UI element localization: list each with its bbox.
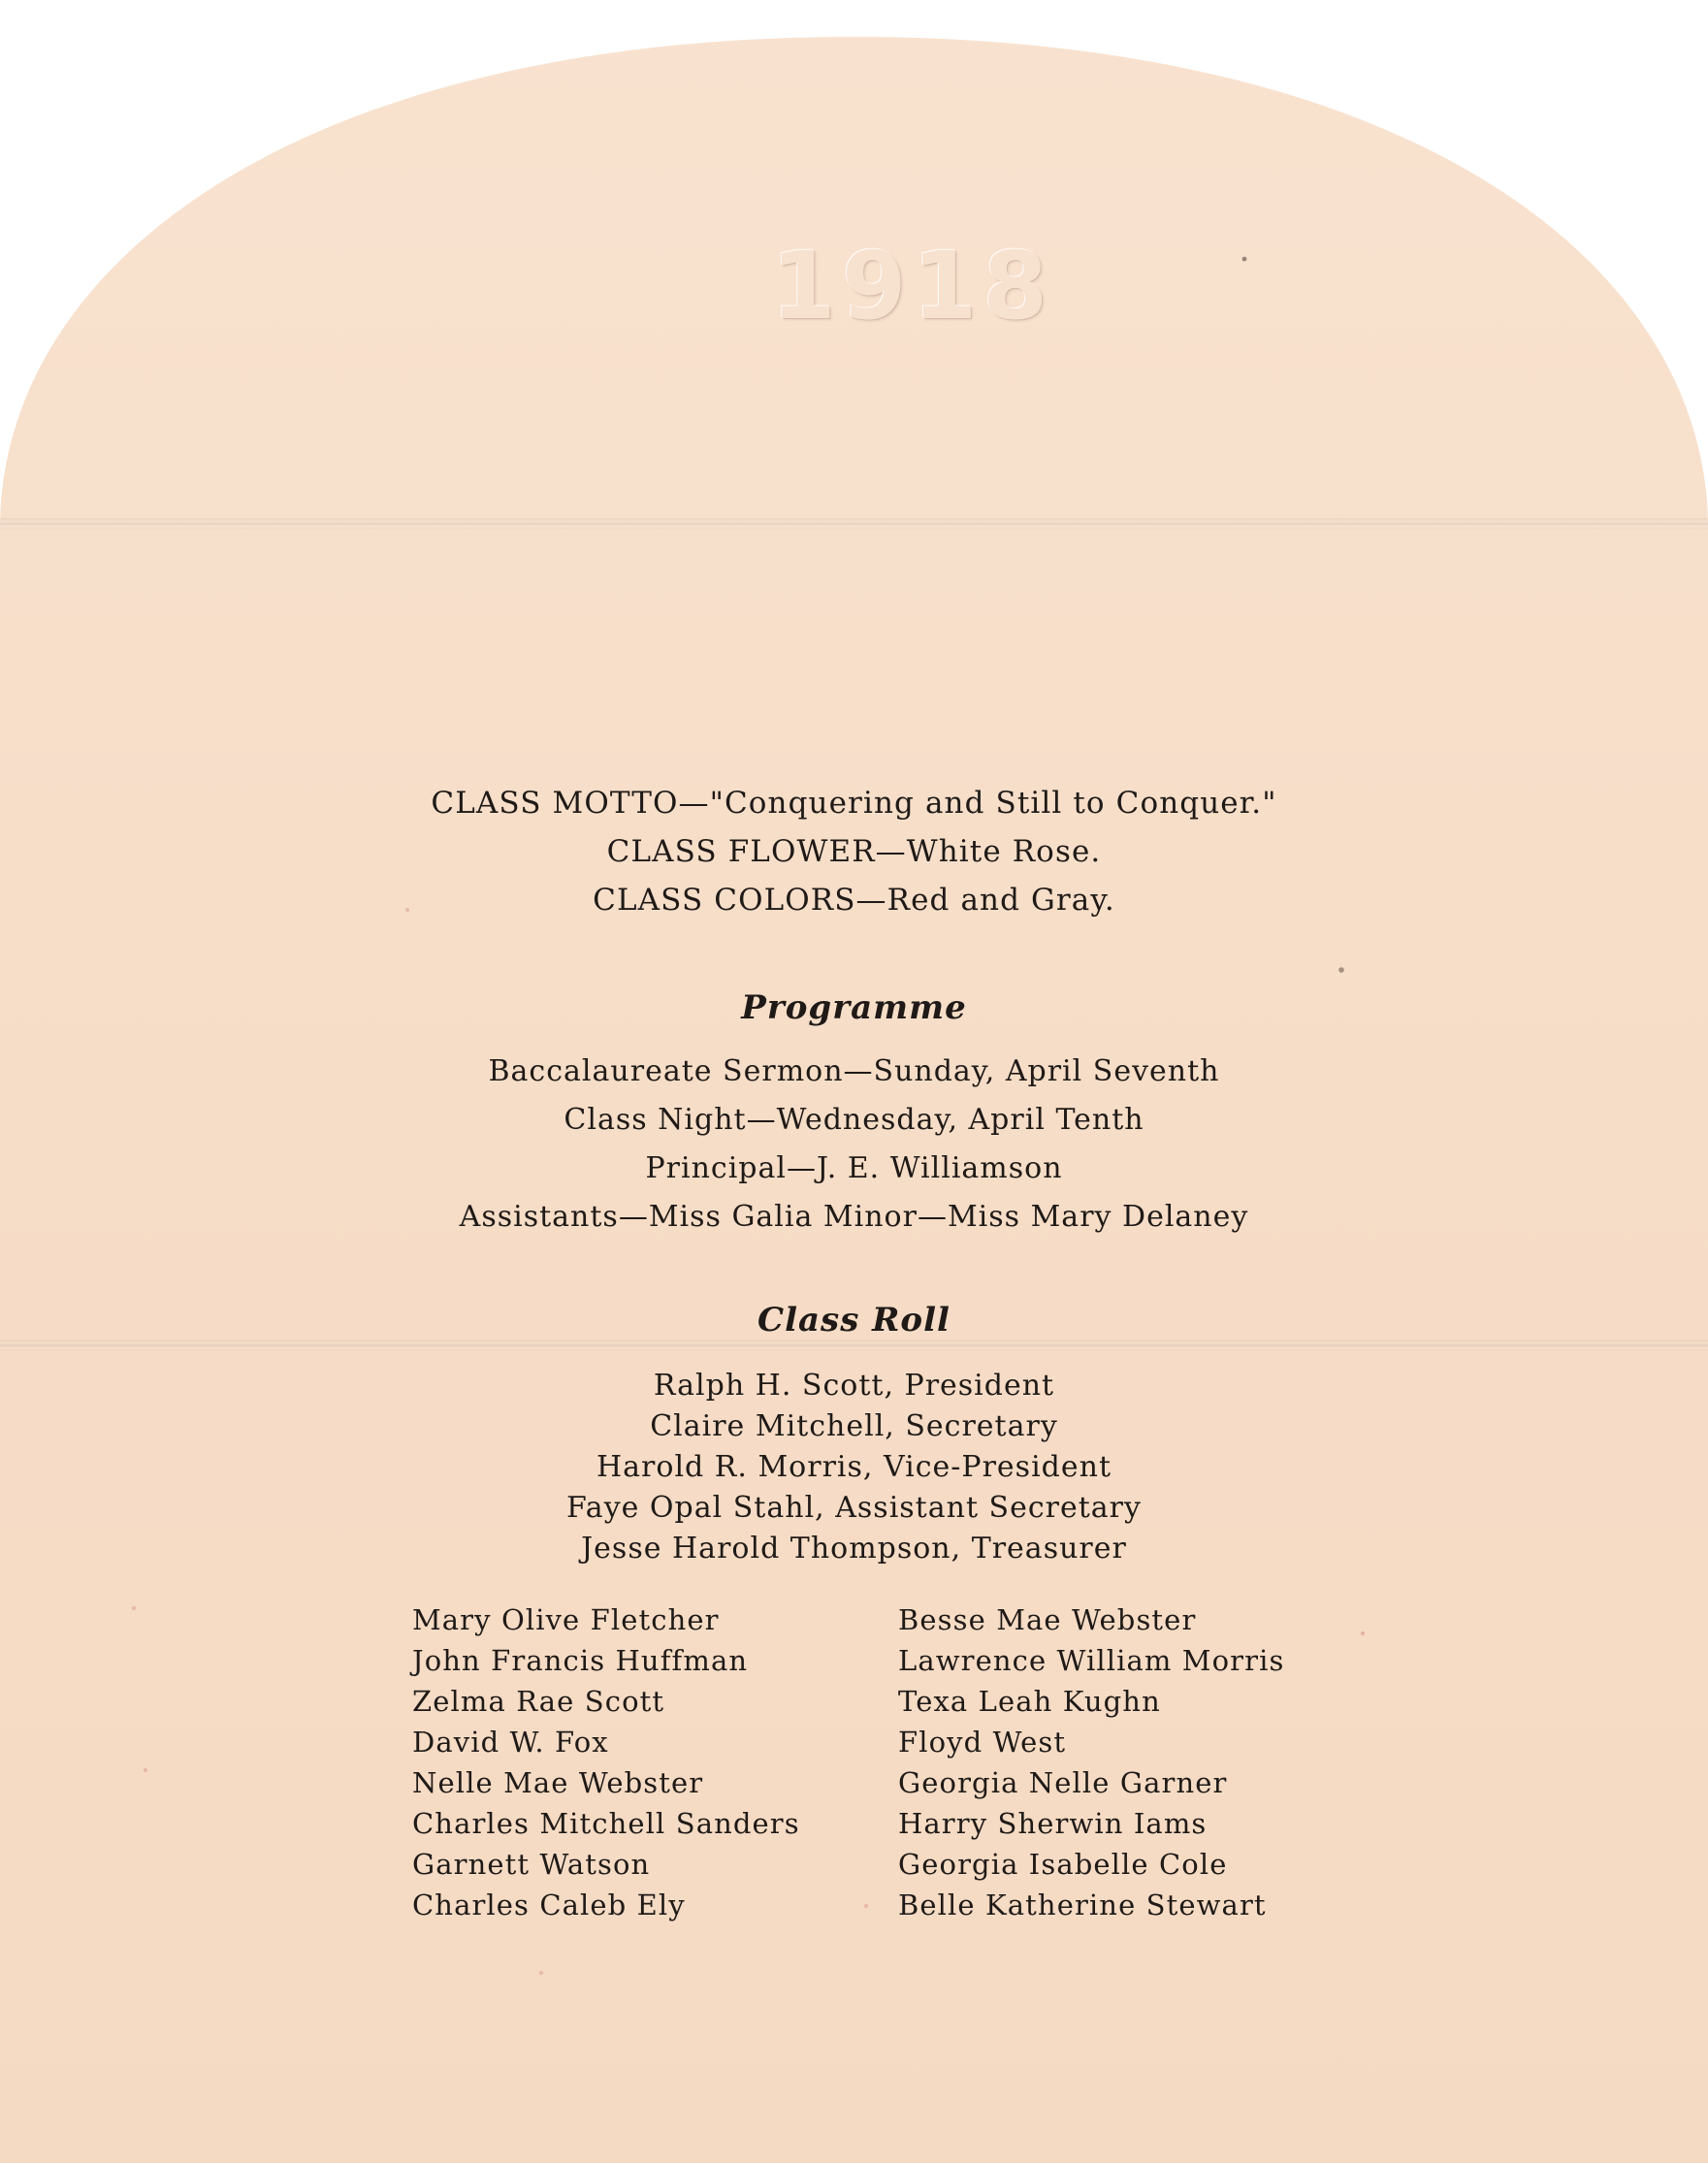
class-colors: CLASS COLORS—Red and Gray. bbox=[593, 883, 1115, 918]
class-member-name: Nelle Mae Webster bbox=[412, 1766, 704, 1799]
class-member-name: Zelma Rae Scott bbox=[412, 1685, 665, 1718]
programme-line: Baccalaureate Sermon—Sunday, April Seventh bbox=[488, 1054, 1220, 1088]
class-member-name: Lawrence William Morris bbox=[898, 1644, 1285, 1677]
class-member-name: Garnett Watson bbox=[412, 1848, 651, 1881]
programme-line: Principal—J. E. Williamson bbox=[645, 1151, 1063, 1185]
class-member-name: Texa Leah Kughn bbox=[898, 1685, 1161, 1718]
class-member-name: John Francis Huffman bbox=[412, 1644, 749, 1677]
programme-line: Assistants—Miss Galia Minor—Miss Mary Delaney bbox=[459, 1200, 1249, 1234]
class-member-name: David W. Fox bbox=[412, 1726, 609, 1759]
class-roll-heading: Class Roll bbox=[757, 1301, 951, 1340]
class-member-name: Charles Mitchell Sanders bbox=[412, 1807, 800, 1840]
officer-line: Faye Opal Stahl, Assistant Secretary bbox=[566, 1491, 1142, 1525]
class-member-name: Belle Katherine Stewart bbox=[898, 1889, 1267, 1921]
officer-line: Jesse Harold Thompson, Treasurer bbox=[581, 1532, 1127, 1566]
class-member-name: Georgia Nelle Garner bbox=[898, 1766, 1228, 1799]
programme-line: Class Night—Wednesday, April Tenth bbox=[564, 1103, 1144, 1137]
class-member-name: Floyd West bbox=[898, 1726, 1067, 1759]
officer-line: Ralph H. Scott, President bbox=[653, 1369, 1055, 1403]
class-member-name: Harry Sherwin Iams bbox=[898, 1807, 1208, 1840]
class-flower: CLASS FLOWER—White Rose. bbox=[606, 834, 1102, 869]
officer-line: Claire Mitchell, Secretary bbox=[650, 1409, 1058, 1443]
class-roll-left-column bbox=[412, 1599, 810, 1925]
embossed-year-mark: 1918 bbox=[771, 232, 1054, 340]
class-member-name: Charles Caleb Ely bbox=[412, 1889, 686, 1921]
programme-heading: Programme bbox=[741, 988, 967, 1027]
class-roll-right-column bbox=[898, 1599, 1296, 1925]
class-member-name: Besse Mae Webster bbox=[898, 1603, 1197, 1636]
officer-line: Harold R. Morris, Vice-President bbox=[596, 1450, 1112, 1484]
class-motto: CLASS MOTTO—"Conquering and Still to Conquer." bbox=[431, 786, 1277, 821]
class-member-name: Georgia Isabelle Cole bbox=[898, 1848, 1228, 1881]
class-member-name: Mary Olive Fletcher bbox=[412, 1603, 720, 1636]
